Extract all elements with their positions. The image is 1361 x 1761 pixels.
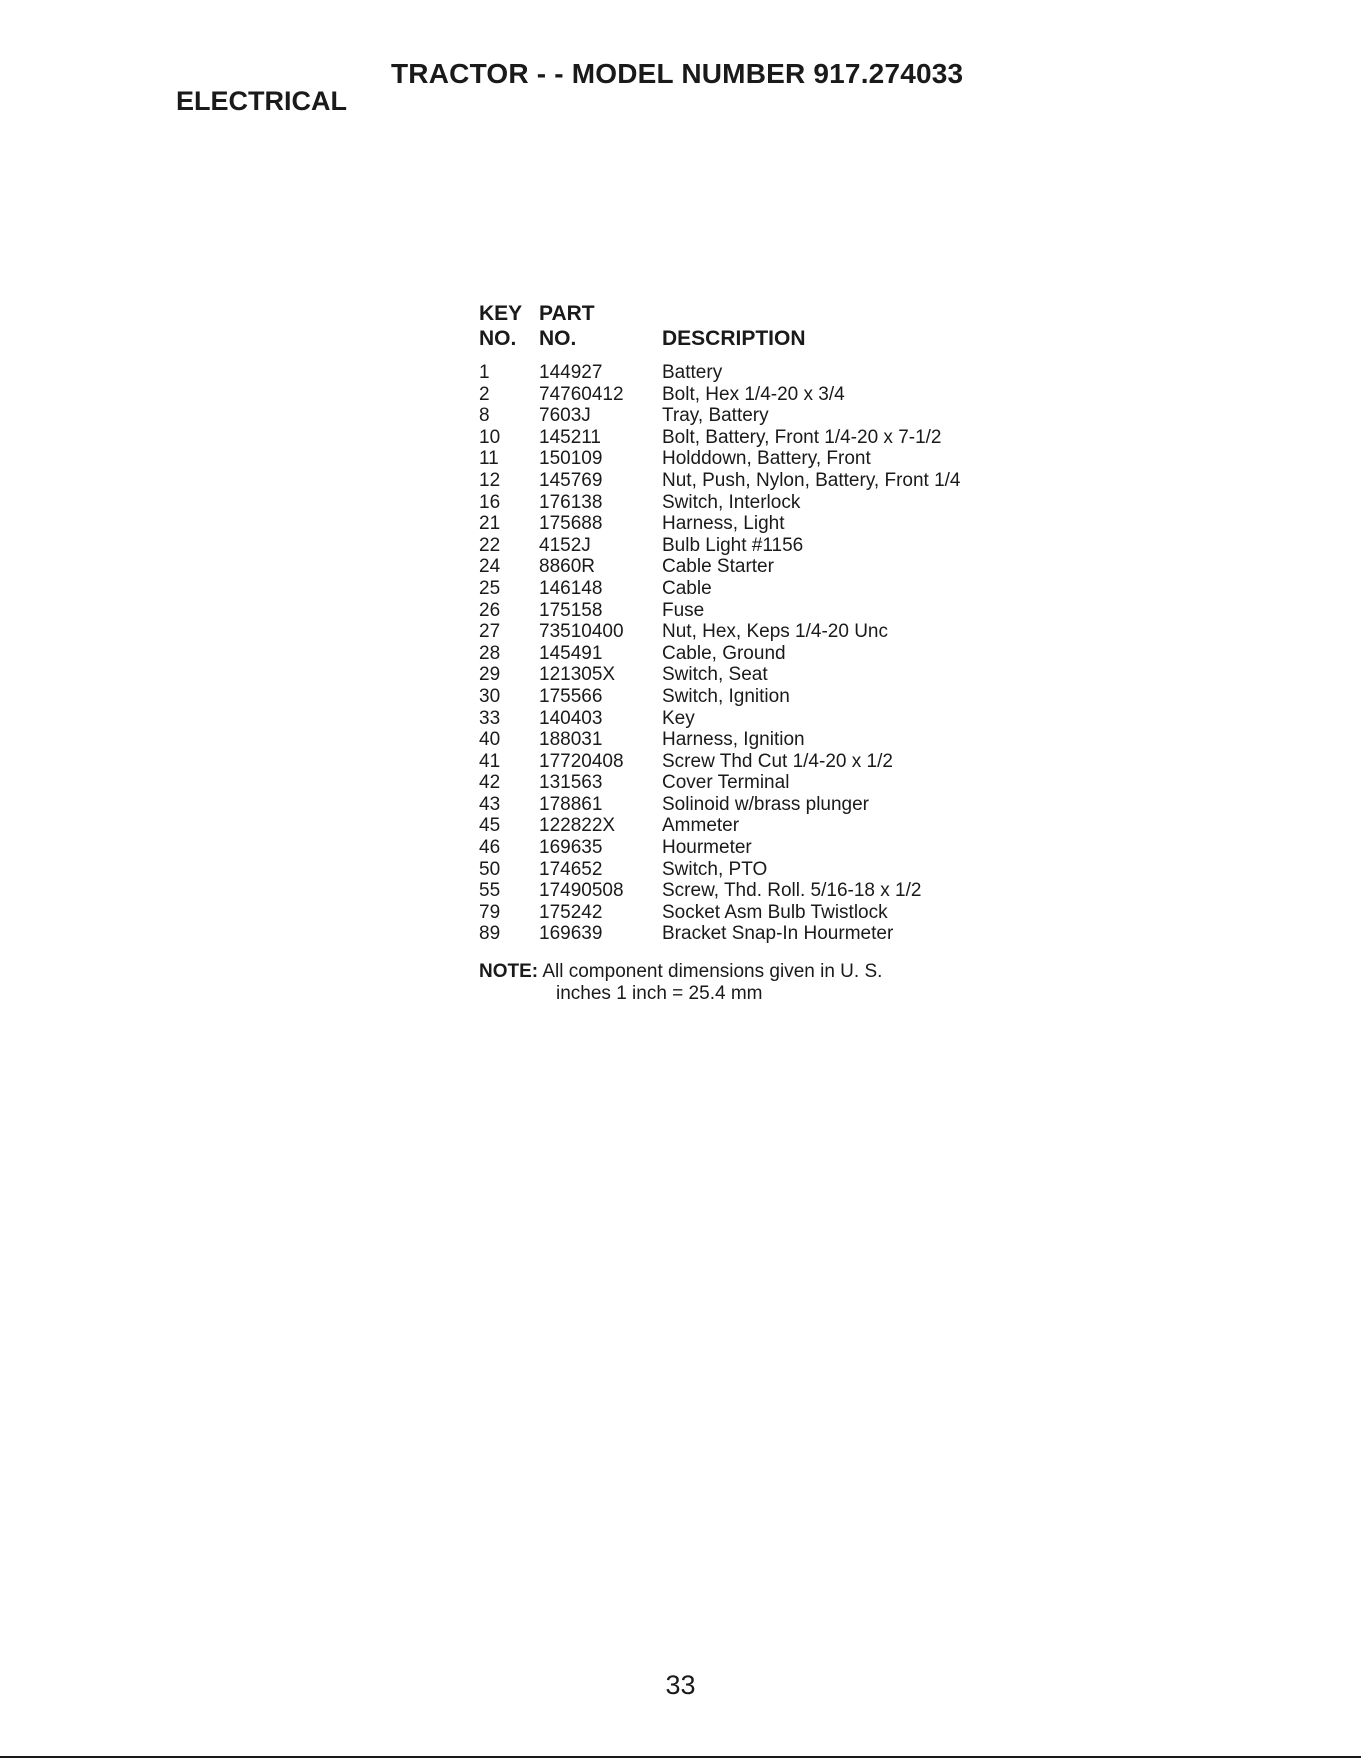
part-description: Hourmeter (662, 837, 752, 859)
part-number: 17720408 (539, 750, 624, 772)
part-number: 174652 (539, 858, 603, 880)
part-number: 144927 (539, 362, 603, 383)
part-description: Harness, Ignition (662, 729, 805, 751)
table-row (479, 492, 1039, 514)
part-description: Cable (662, 577, 712, 599)
key-number: 2 (479, 383, 490, 405)
part-number: 121305X (539, 664, 616, 686)
part-number: 140403 (539, 707, 603, 729)
table-row (479, 729, 1039, 751)
part-description: Nut, Hex, Keps 1/4-20 Unc (662, 621, 888, 643)
table-row (479, 578, 1039, 600)
table-row (479, 815, 1039, 837)
page-title: TRACTOR - - MODEL NUMBER 917.274033 (391, 58, 964, 89)
note-block (479, 961, 882, 1005)
key-number: 30 (479, 685, 501, 707)
key-number: 79 (479, 901, 501, 923)
bottom-rule (0, 1756, 1361, 1758)
part-description: Screw, Thd. Roll. 5/16-18 x 1/2 (662, 880, 922, 902)
parts-list-rows (479, 362, 1039, 945)
part-description: Cover Terminal (662, 772, 790, 794)
page-number: 33 (665, 1670, 696, 1700)
part-description: Bolt, Hex 1/4-20 x 3/4 (662, 383, 845, 405)
part-description: Switch, Seat (662, 664, 768, 686)
key-number: 46 (479, 837, 501, 859)
part-number: 178861 (539, 793, 603, 815)
part-number: 8860R (539, 556, 595, 578)
table-row (479, 384, 1039, 406)
key-number: 43 (479, 793, 501, 815)
key-number: 10 (479, 426, 501, 448)
part-number: 169635 (539, 837, 603, 859)
key-number: 27 (479, 621, 501, 643)
part-number: 145211 (539, 426, 601, 448)
key-number: 41 (479, 750, 501, 772)
table-row (479, 837, 1039, 859)
part-number: 188031 (539, 729, 603, 751)
part-number: 176138 (539, 491, 603, 513)
table-row (479, 535, 1039, 557)
part-description: Socket Asm Bulb Twistlock (662, 901, 888, 923)
part-number: 145769 (539, 469, 603, 491)
part-description: Nut, Push, Nylon, Battery, Front 1/4 (662, 469, 961, 491)
key-number: 33 (479, 707, 501, 729)
key-number: 22 (479, 534, 501, 556)
table-row (479, 859, 1039, 881)
part-description: Fuse (662, 599, 705, 621)
part-number: 150109 (539, 448, 603, 470)
table-row (479, 513, 1039, 535)
table-row (479, 427, 1039, 449)
note-label: NOTE: (479, 961, 539, 982)
part-number: 4152J (539, 534, 591, 556)
header-part-line1: PART (539, 302, 595, 325)
part-description: Cable Starter (662, 556, 774, 578)
part-number: 175688 (539, 513, 603, 535)
part-description: Bulb Light #1156 (662, 534, 804, 556)
part-description: Cable, Ground (662, 642, 786, 664)
key-number: 8 (479, 405, 490, 427)
part-number: 131563 (539, 772, 603, 794)
key-number: 1 (479, 362, 490, 383)
key-number: 21 (479, 513, 501, 535)
table-row (479, 880, 1039, 902)
table-row (479, 686, 1039, 708)
table-row (479, 772, 1039, 794)
note-text-1: All component dimensions given in U. S. (542, 961, 883, 982)
key-number: 25 (479, 577, 501, 599)
part-number: 175158 (539, 599, 603, 621)
parts-list (479, 302, 1039, 945)
table-row (479, 600, 1039, 622)
note-text-2: inches 1 inch = 25.4 mm (556, 983, 763, 1004)
part-description: Holddown, Battery, Front (662, 448, 871, 470)
key-number: 24 (479, 556, 501, 578)
part-description: Bracket Snap-In Hourmeter (662, 923, 894, 945)
key-number: 28 (479, 642, 501, 664)
key-number: 29 (479, 664, 501, 686)
part-description: Ammeter (662, 815, 740, 837)
table-row (479, 902, 1039, 924)
table-row (479, 448, 1039, 470)
part-description: Bolt, Battery, Front 1/4-20 x 7-1/2 (662, 426, 942, 448)
part-number: 122822X (539, 815, 616, 837)
key-number: 40 (479, 729, 501, 751)
key-number: 55 (479, 880, 501, 902)
table-row (479, 470, 1039, 492)
part-number: 146148 (539, 577, 603, 599)
header-part-line2: NO. (539, 327, 577, 350)
part-description: Harness, Light (662, 513, 785, 535)
note-line-1 (479, 961, 882, 983)
table-row (479, 923, 1039, 945)
section-heading: ELECTRICAL (176, 86, 347, 116)
part-description: Switch, Ignition (662, 685, 790, 707)
part-description: Battery (662, 362, 723, 383)
table-row (479, 794, 1039, 816)
table-row (479, 556, 1039, 578)
key-number: 42 (479, 772, 501, 794)
table-row (479, 751, 1039, 773)
key-number: 11 (479, 448, 499, 470)
part-description: Tray, Battery (662, 405, 769, 427)
header-key-line2: NO. (479, 327, 517, 350)
part-number: 73510400 (539, 621, 624, 643)
header-key-line1: KEY (479, 302, 523, 325)
part-description: Screw Thd Cut 1/4-20 x 1/2 (662, 750, 893, 772)
part-number: 169639 (539, 923, 603, 945)
key-number: 16 (479, 491, 501, 513)
part-number: 74760412 (539, 383, 624, 405)
table-row (479, 405, 1039, 427)
part-description: Switch, PTO (662, 858, 768, 880)
part-number: 17490508 (539, 880, 624, 902)
table-row (479, 643, 1039, 665)
key-number: 26 (479, 599, 501, 621)
table-row (479, 664, 1039, 686)
key-number: 50 (479, 858, 501, 880)
part-description: Solinoid w/brass plunger (662, 793, 870, 815)
part-number: 175242 (539, 901, 603, 923)
table-row (479, 708, 1039, 730)
part-number: 7603J (539, 405, 591, 427)
key-number: 89 (479, 923, 501, 945)
key-number: 45 (479, 815, 501, 837)
part-number: 145491 (539, 642, 603, 664)
header-description: DESCRIPTION (662, 327, 806, 350)
part-number: 175566 (539, 685, 603, 707)
parts-list-header (479, 302, 1039, 354)
part-description: Switch, Interlock (662, 491, 801, 513)
table-row (479, 621, 1039, 643)
table-row (479, 362, 1039, 384)
key-number: 12 (479, 469, 501, 491)
part-description: Key (662, 707, 695, 729)
